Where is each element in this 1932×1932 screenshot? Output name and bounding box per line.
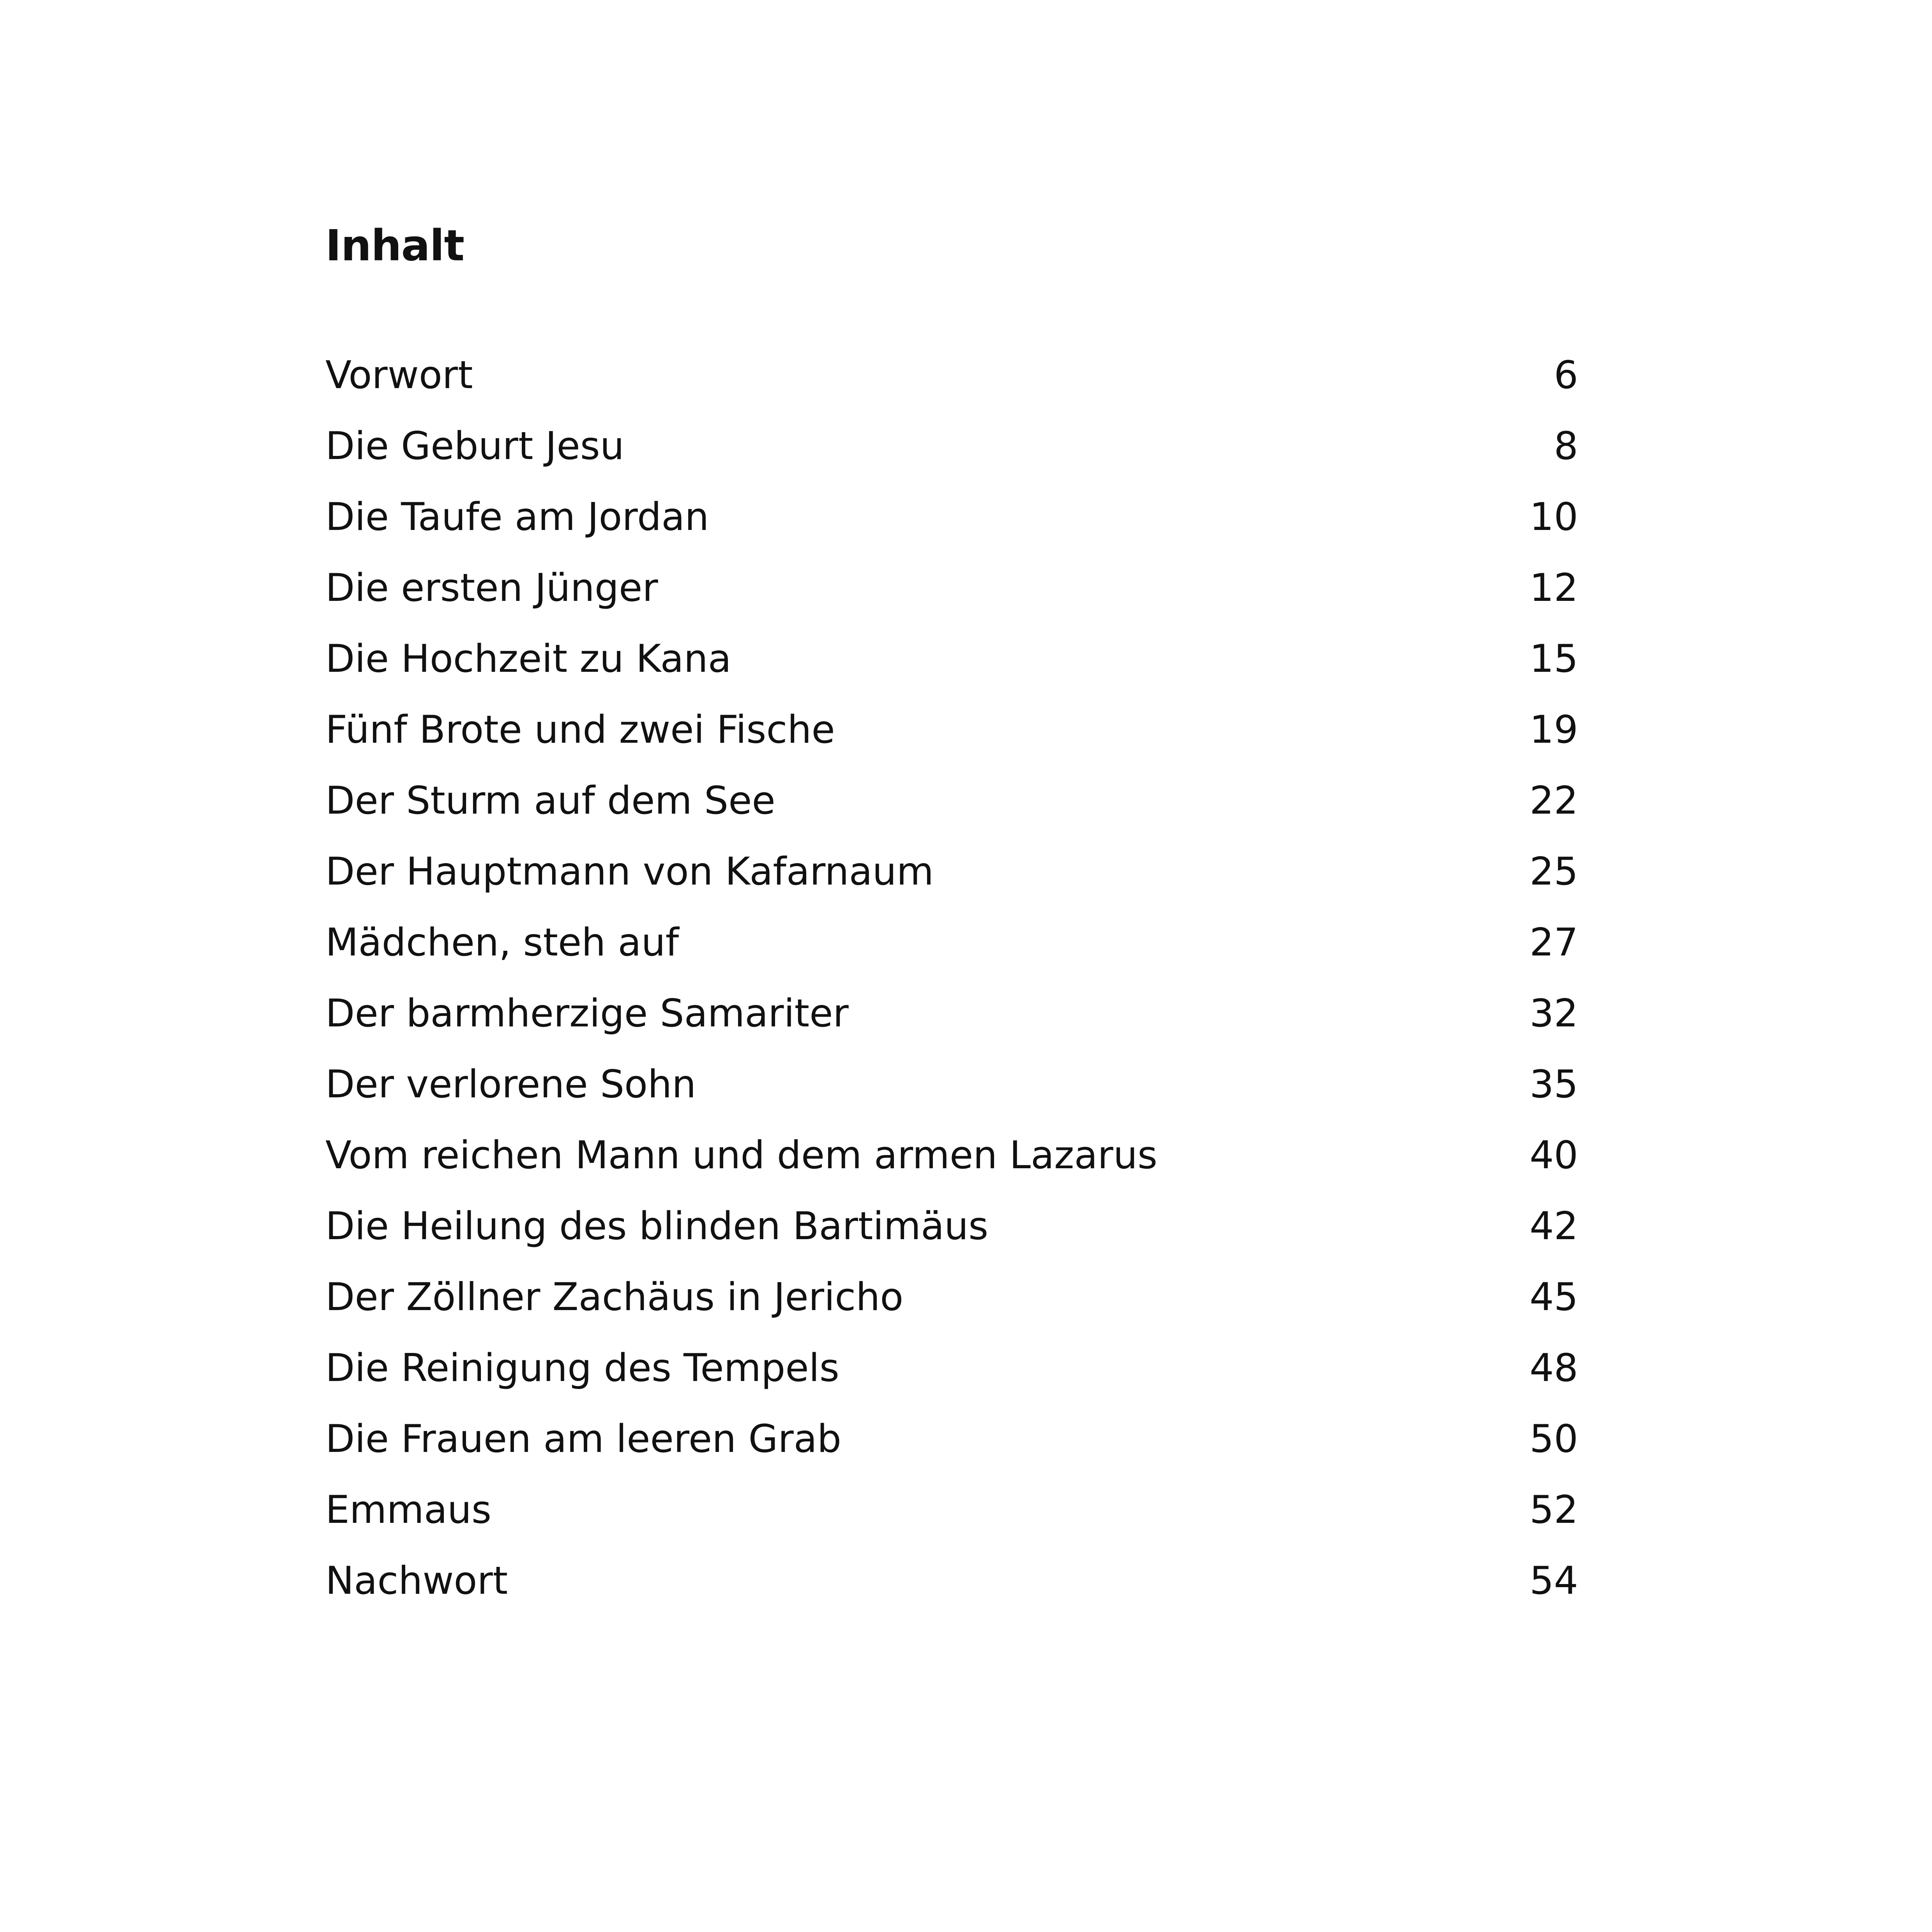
toc-entry-page-number: 40 <box>1529 1133 1578 1178</box>
toc-entry <box>325 1262 1578 1333</box>
toc-entry-page-number: 12 <box>1529 566 1578 610</box>
toc-entry <box>325 1404 1578 1475</box>
toc-entry-page-number: 48 <box>1529 1346 1578 1390</box>
toc-entry-title: Mädchen, steh auf <box>325 920 679 965</box>
toc-entry-title: Die Frauen am leeren Grab <box>325 1417 842 1461</box>
toc-entry-title: Die Heilung des blinden Bartimäus <box>325 1204 989 1249</box>
toc-entry-page-number: 8 <box>1554 424 1578 468</box>
toc-entry-title: Die Reinigung des Tempels <box>325 1346 839 1390</box>
toc-entry-title: Die ersten Jünger <box>325 566 658 610</box>
toc-entry <box>325 694 1578 765</box>
toc-entry <box>325 907 1578 978</box>
toc-entry-page-number: 32 <box>1529 991 1578 1036</box>
toc-entry-title: Vom reichen Mann und dem armen Lazarus <box>325 1133 1158 1178</box>
table-of-contents <box>325 340 1578 1616</box>
toc-entry-page-number: 42 <box>1529 1204 1578 1249</box>
toc-entry-page-number: 19 <box>1529 708 1578 752</box>
toc-entry-title: Der Hauptmann von Kafarnaum <box>325 849 934 894</box>
toc-entry <box>325 1120 1578 1191</box>
toc-entry-title: Fünf Brote und zwei Fische <box>325 708 835 752</box>
toc-entry-title: Der Zöllner Zachäus in Jericho <box>325 1275 904 1319</box>
toc-entry-page-number: 27 <box>1529 920 1578 965</box>
toc-entry-page-number: 10 <box>1529 495 1578 539</box>
toc-entry <box>325 836 1578 907</box>
toc-entry-title: Der verlorene Sohn <box>325 1062 696 1107</box>
toc-entry-title: Der Sturm auf dem See <box>325 779 775 823</box>
toc-entry-title: Der barmherzige Samariter <box>325 991 849 1036</box>
toc-entry-title: Emmaus <box>325 1488 492 1532</box>
toc-entry <box>325 1545 1578 1616</box>
toc-entry-page-number: 22 <box>1529 779 1578 823</box>
toc-entry-page-number: 50 <box>1529 1417 1578 1461</box>
toc-heading: Inhalt <box>325 221 464 270</box>
toc-entry <box>325 411 1578 482</box>
toc-entry <box>325 1191 1578 1262</box>
toc-entry <box>325 1333 1578 1404</box>
toc-entry-page-number: 52 <box>1529 1488 1578 1532</box>
toc-entry-page-number: 45 <box>1529 1275 1578 1319</box>
toc-entry <box>325 482 1578 553</box>
toc-entry-page-number: 25 <box>1529 849 1578 894</box>
toc-entry-page-number: 35 <box>1529 1062 1578 1107</box>
toc-entry <box>325 553 1578 623</box>
toc-entry-title: Die Geburt Jesu <box>325 424 624 468</box>
toc-entry <box>325 623 1578 694</box>
toc-entry-title: Vorwort <box>325 353 473 397</box>
toc-entry-page-number: 54 <box>1529 1559 1578 1603</box>
toc-entry <box>325 340 1578 411</box>
toc-entry-page-number: 6 <box>1554 353 1578 397</box>
toc-entry-page-number: 15 <box>1529 637 1578 681</box>
toc-entry-title: Nachwort <box>325 1559 508 1603</box>
toc-entry <box>325 1049 1578 1120</box>
toc-entry <box>325 978 1578 1049</box>
toc-entry <box>325 1475 1578 1545</box>
toc-entry <box>325 765 1578 836</box>
toc-entry-title: Die Taufe am Jordan <box>325 495 709 539</box>
toc-entry-title: Die Hochzeit zu Kana <box>325 637 731 681</box>
